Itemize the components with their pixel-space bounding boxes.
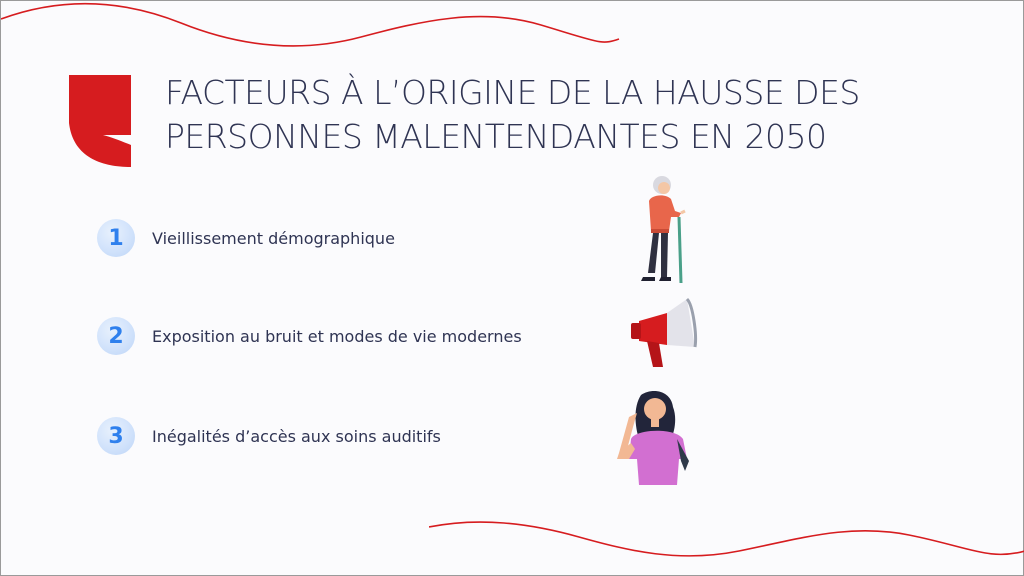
list-item-label: Vieillissement démographique: [152, 228, 395, 248]
list-item-3: [97, 416, 441, 456]
megaphone-icon: [629, 295, 699, 371]
page-title: [165, 71, 945, 159]
page-title-line-2: PERSONNES MALENTENDANTES EN 2050: [165, 117, 827, 156]
bottom-wave-decoration: [429, 511, 1024, 575]
list-item-2: [97, 316, 522, 356]
elderly-woman-with-cane-icon: [629, 173, 699, 285]
number-badge: 2: [97, 317, 135, 355]
list-item-label: Exposition au bruit et modes de vie modernes: [152, 326, 522, 346]
woman-listening-icon: [611, 387, 693, 485]
list-item-label: Inégalités d’accès aux soins auditifs: [152, 426, 441, 446]
number-badge: 1: [97, 219, 135, 257]
page-title-line-1: FACTEURS À L’ORIGINE DE LA HAUSSE DES: [165, 73, 860, 112]
number-badge: 3: [97, 417, 135, 455]
brand-logo: [67, 75, 133, 167]
list-item-1: [97, 218, 395, 258]
top-wave-decoration: [1, 1, 621, 61]
